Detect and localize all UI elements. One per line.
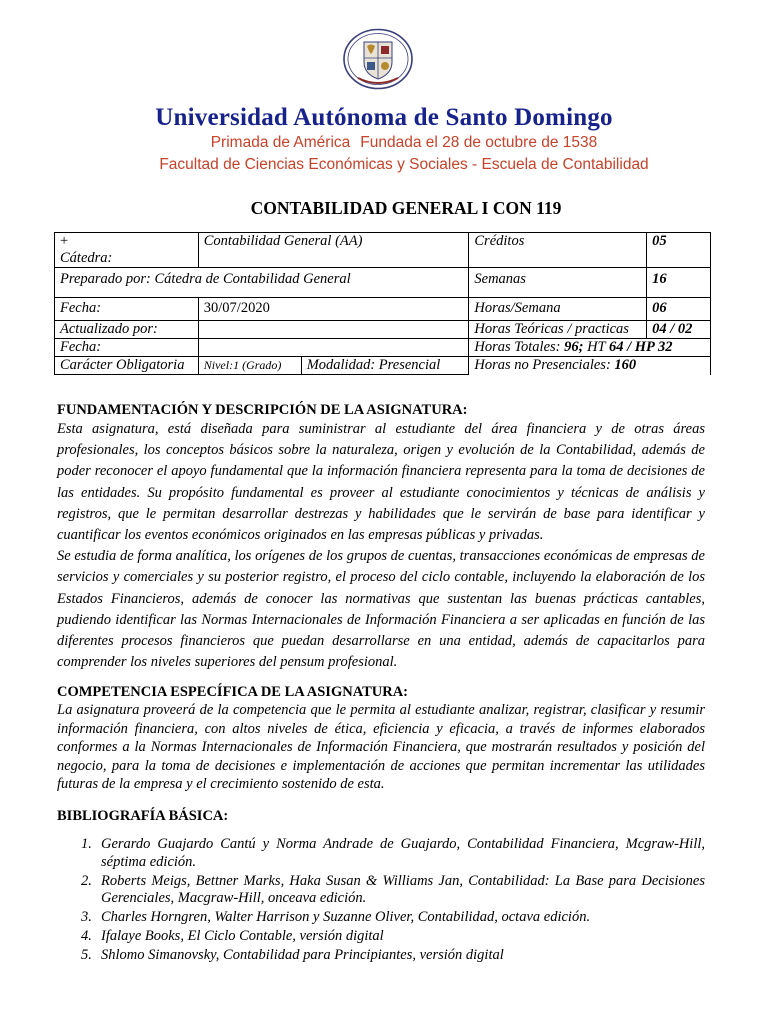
ht-label: HT [583, 339, 609, 355]
caracter-cell: Carácter Obligatoria [55, 357, 199, 375]
modalidad-cell: Modalidad: Presencial [301, 357, 469, 375]
competencia-paragraph: La asignatura proveerá de la competencia que le permita al estudiante analizar, registrar, clasificar y resumir información financiera, con altos niveles de ética, eficiencia y eficacia, a través de informes elaborados conformes a la Normas Internacionales de Información Financiera, que mostrarán resultados y posición del negocio, para la toma de decisiones e implementación de acciones que permitan incrementar las utilidades futuras de la empresa y el crecimiento sostenido de esta. [57, 702, 705, 793]
creditos-label: Créditos [469, 233, 647, 268]
list-item [57, 873, 705, 908]
catedra-label: Cátedra: [60, 250, 113, 266]
fecha2-label: Fecha: [55, 339, 199, 357]
catedra-label-cell [55, 233, 199, 268]
nivel-cell: Nivel:1 (Grado) [198, 357, 301, 375]
table-row [55, 298, 711, 321]
list-item-text: Shlomo Simanovsky, Contabilidad para Principiantes, versión digital [101, 947, 504, 963]
ht-value: 64 / HP 32 [608, 339, 673, 355]
horas-teoricas-value: 04 / 02 [647, 321, 711, 339]
table-row [55, 268, 711, 298]
horas-totales-cell [469, 339, 711, 357]
fundamentacion-title: FUNDAMENTACIÓN Y DESCRIPCIÓN DE LA ASIGNATURA: [57, 402, 468, 418]
table-row [55, 321, 711, 339]
competencia-section [57, 684, 705, 794]
preparado-por: Preparado por: Cátedra de Contabilidad General [55, 268, 469, 298]
list-item-number: 4. [81, 928, 92, 944]
university-name: Universidad Autónoma de Santo Domingo [155, 104, 613, 131]
list-item-text: Ifalaye Books, El Ciclo Contable, versión digital [101, 928, 384, 944]
fecha-label: Fecha: [55, 298, 199, 321]
list-item-number: 2. [81, 872, 92, 889]
semanas-label: Semanas [469, 268, 647, 298]
catedra-value: Contabilidad General (AA) [198, 233, 469, 268]
bibliografia-title: BIBLIOGRAFÍA BÁSICA: [57, 808, 229, 824]
fundamentacion-paragraph-1: Esta asignatura, está diseñada para suministrar al estudiante del área financiera y de otras áreas profesionales, los conceptos básicos sobre la naturaleza, origen y evolución de la Contabilidad, además de poder reconocer el apoyo fundamental que la información financiera representa para la toma de decisiones de las entidades. Su propósito fundamental es proveer al estudiante conocimientos y técnicas de análisis y registros, que le permitan desarrollar destrezas y habilidades que le servirán de base para identificar y cuantificar los eventos económicos originados en las empresas públicas y privadas. [57, 421, 705, 544]
table-row [55, 233, 711, 268]
subtitle-fundada: Fundada el 28 de octubre de 1538 [360, 134, 598, 151]
list-item-text: Gerardo Guajardo Cantú y Norma Andrade de Guajardo, Contabilidad Financiera, Mcgraw-Hill, séptima edición. [101, 836, 705, 870]
course-title: CONTABILIDAD GENERAL I CON 119 [250, 198, 562, 218]
actualizado-value [198, 321, 469, 339]
list-item-text: Roberts Meigs, Bettner Marks, Haka Susan & Williams Jan, Contabilidad: La Base para Decisiones Gerenciales, Macgraw-Hill, onceava edición. [101, 872, 705, 906]
no-presenciales-value: 160 [614, 357, 637, 373]
horas-semana-label: Horas/Semana [469, 298, 647, 321]
list-item-number: 3. [81, 909, 92, 925]
bibliografia-list [57, 836, 705, 965]
list-item-number: 1. [81, 836, 92, 852]
bibliografia-section [57, 808, 705, 966]
faculty-line: Facultad de Ciencias Económicas y Sociales - Escuela de Contabilidad [159, 156, 649, 173]
table-row [55, 339, 711, 357]
horas-totales-value: 96; [564, 339, 584, 355]
no-presenciales-cell [469, 357, 711, 375]
table-row [55, 357, 711, 375]
fundamentacion-section [57, 402, 705, 673]
plus-mark: + [60, 233, 69, 249]
fundamentacion-paragraph-2: Se estudia de forma analítica, los orígenes de los grupos de cuentas, transacciones económicas de empresas de servicios y comerciales y su posterior registro, el proceso del ciclo contable, incluyendo la elaboración de los Estados Financieros, además de conocer las normativas que sustentan las buenas prácticas cantables, pudiendo identificar las Normas Internacionales de Información Financiera a ser aplicadas en función de las diferentes procesos financieros que puedan desarrollarse en una entidad, además de capacitarlos para comprender los niveles superiores del pensum profesional. [57, 548, 705, 671]
subtitle-primada: Primada de América [210, 134, 351, 151]
actualizado-label: Actualizado por: [55, 321, 199, 339]
horas-totales-label: Horas Totales: [474, 339, 565, 355]
list-item [57, 947, 705, 965]
list-item [57, 928, 705, 946]
horas-semana-value: 06 [647, 298, 711, 321]
no-presenciales-label: Horas no Presenciales: [474, 357, 615, 373]
list-item-text: Charles Horngren, Walter Harrison y Suzanne Oliver, Contabilidad, octava edición. [101, 909, 591, 925]
creditos-value: 05 [647, 233, 711, 268]
horas-teoricas-label: Horas Teóricas / practicas [469, 321, 647, 339]
fecha2-value [198, 339, 469, 357]
list-item [57, 836, 705, 871]
course-info-table [54, 232, 711, 375]
semanas-value: 16 [647, 268, 711, 298]
university-subtitle [0, 134, 768, 152]
university-seal-icon [342, 28, 414, 90]
list-item [57, 909, 705, 927]
competencia-title: COMPETENCIA ESPECÍFICA DE LA ASIGNATURA: [57, 684, 409, 700]
fecha-value: 30/07/2020 [198, 298, 469, 321]
list-item-number: 5. [81, 947, 92, 963]
